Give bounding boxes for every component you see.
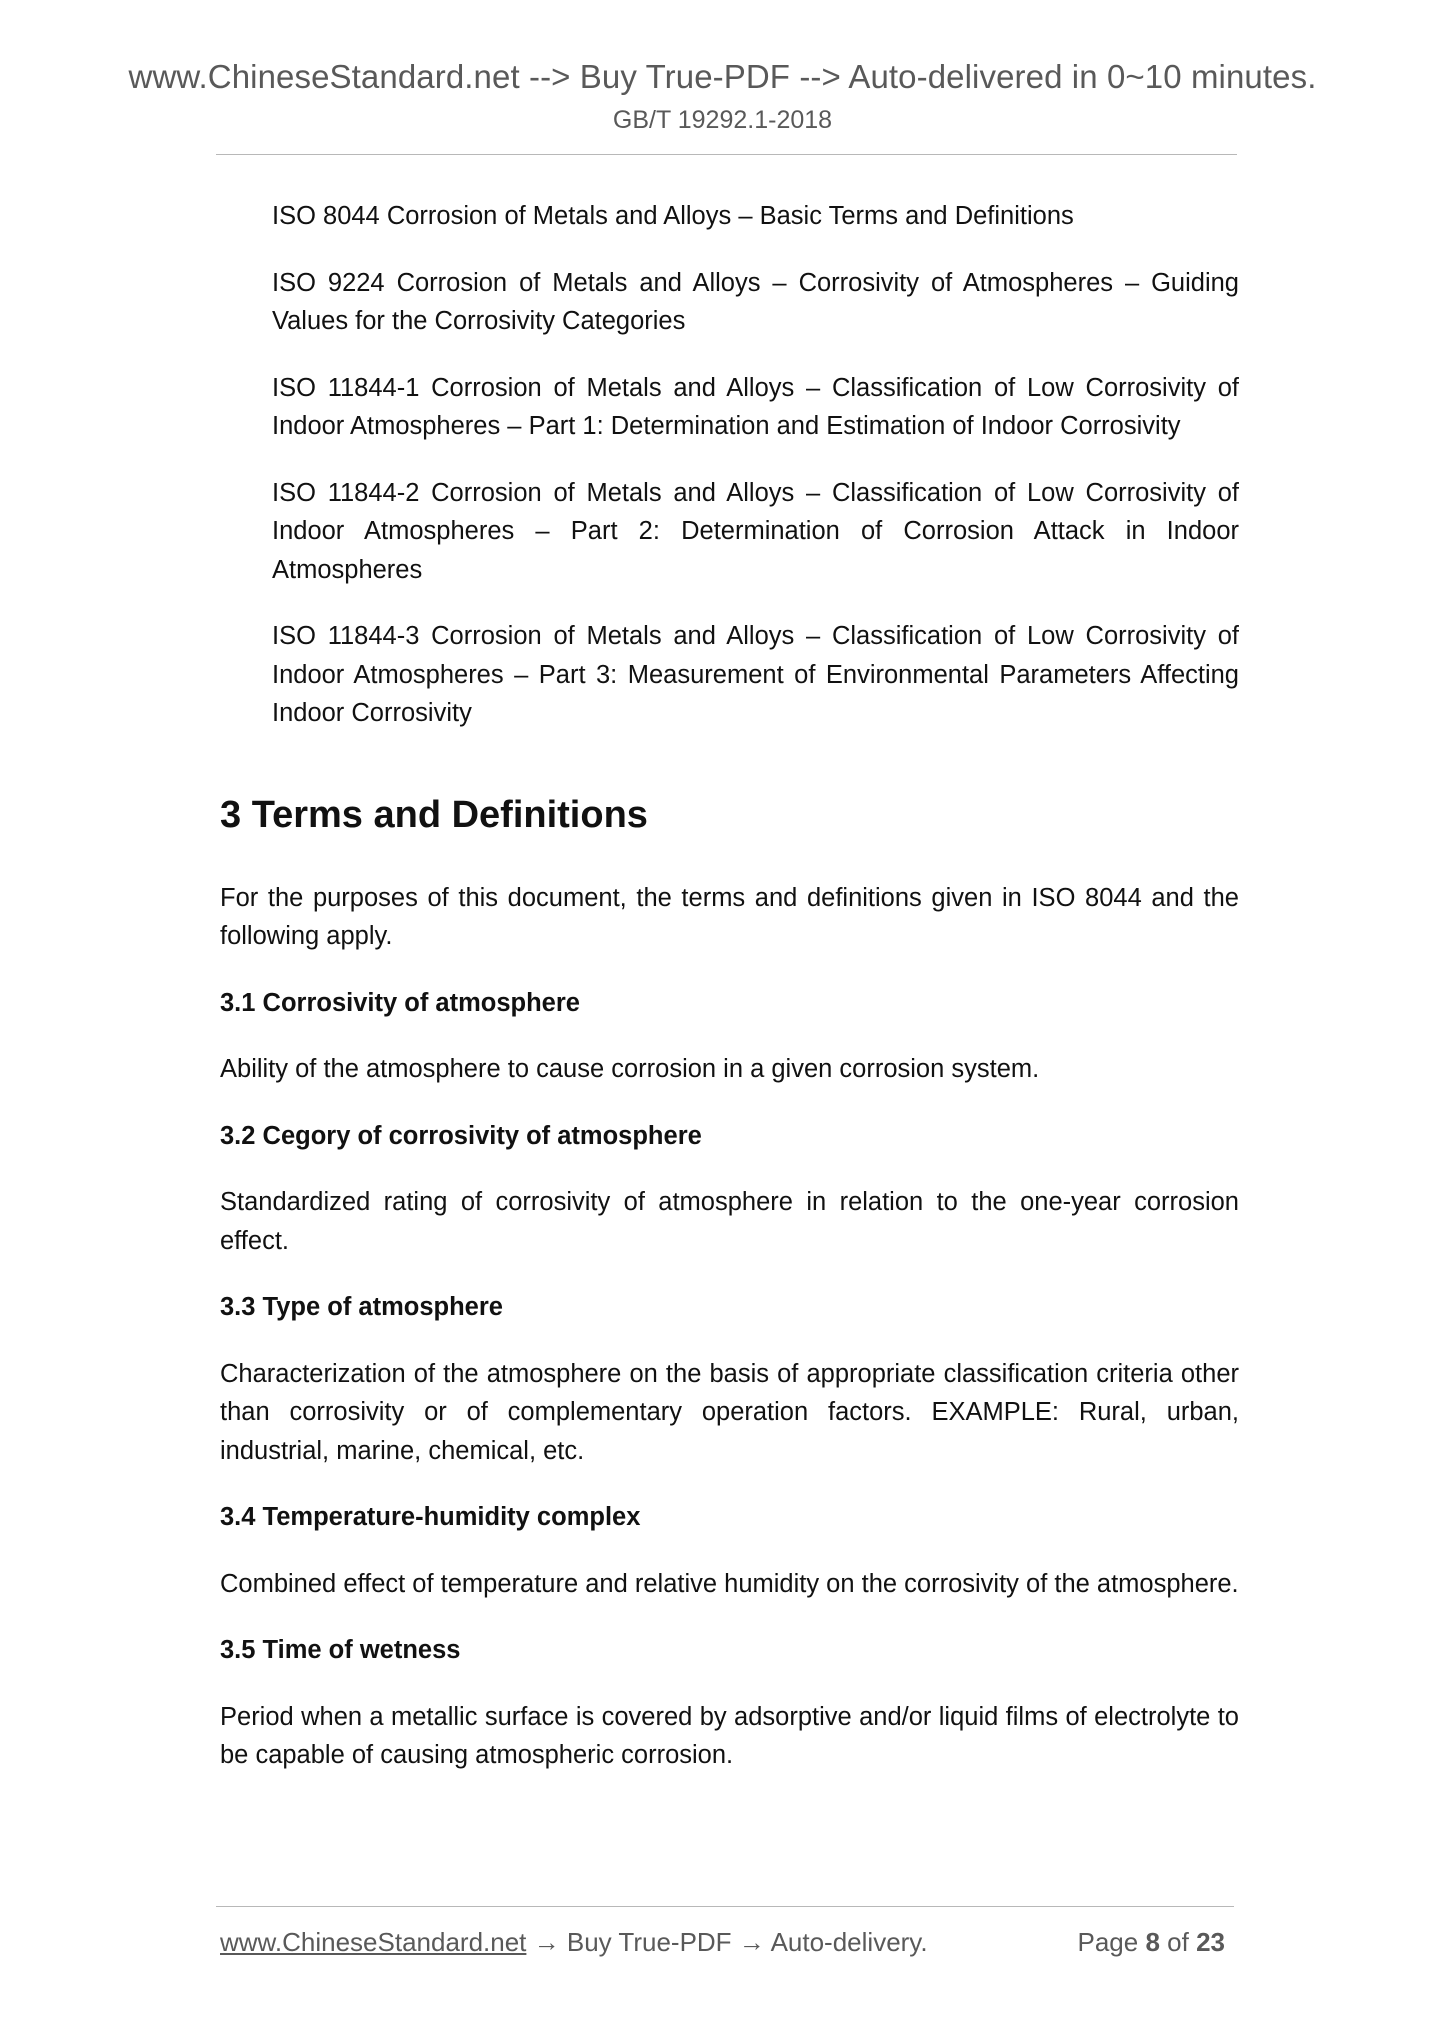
- term-definition-3-1: Ability of the atmosphere to cause corrosion in a given corrosion system.: [220, 1055, 1040, 1083]
- term-heading-3-1: 3.1 Corrosivity of atmosphere: [220, 988, 580, 1017]
- term-heading-3-4: 3.4 Temperature-humidity complex: [220, 1503, 641, 1531]
- term-definition-3-2: Standardized rating of corrosivity of atmosphere in relation to the one-year corrosion effect.: [220, 1188, 1239, 1255]
- standard-code: GB/T 19292.1-2018: [612, 106, 833, 134]
- footer-promo-text: → Buy True-PDF → Auto-delivery.: [526, 1927, 928, 1957]
- section-intro: For the purposes of this document, the terms and definitions given in ISO 8044 and the following apply.: [220, 883, 1239, 950]
- header-divider: [216, 154, 1237, 155]
- reference-iso-9224: ISO 9224 Corrosion of Metals and Alloys – Corrosivity of Atmospheres – Guiding Values for the Corrosivity Categories: [272, 268, 1239, 335]
- section-title: 3 Terms and Definitions: [220, 793, 648, 836]
- term-heading-3-2: 3.2 Cegory of corrosivity of atmosphere: [220, 1121, 702, 1150]
- page-indicator: [1077, 1927, 1225, 1958]
- term-definition-3-4: Combined effect of temperature and relative humidity on the corrosivity of the atmosphere.: [220, 1569, 1239, 1598]
- header-banner: www.ChineseStandard.net --> Buy True-PDF --> Auto-delivered in 0~10 minutes.: [128, 58, 1317, 95]
- document-body: [220, 197, 1239, 1775]
- page-total: 23: [1196, 1927, 1225, 1957]
- reference-iso-11844-2: ISO 11844-2 Corrosion of Metals and Alloys – Classification of Low Corrosivity of Indoor Atmospheres – Part 2: Determination of Corrosion Attack in Indoor Atmospheres: [272, 478, 1239, 584]
- reference-iso-11844-1: ISO 11844-1 Corrosion of Metals and Alloys – Classification of Low Corrosivity of Indoor Atmospheres – Part 1: Determination and Estimation of Indoor Corrosivity: [272, 373, 1239, 440]
- of-label: of: [1167, 1927, 1189, 1957]
- footer-promo: [220, 1927, 928, 1958]
- footer-site-link[interactable]: www.ChineseStandard.net: [220, 1927, 527, 1957]
- term-definition-3-5: Period when a metallic surface is covered by adsorptive and/or liquid films of electrolyte to be capable of causing atmospheric corrosion.: [220, 1702, 1239, 1769]
- page-current: 8: [1145, 1927, 1160, 1957]
- reference-iso-8044: ISO 8044 Corrosion of Metals and Alloys – Basic Terms and Definitions: [272, 202, 1074, 230]
- term-heading-3-3: 3.3 Type of atmosphere: [220, 1293, 503, 1321]
- term-definition-3-3: Characterization of the atmosphere on the basis of appropriate classification criteria other than corrosivity or of complementary operation factors. EXAMPLE: Rural, urban, industrial, marine, chemical, etc.: [220, 1359, 1239, 1465]
- footer-divider: [216, 1906, 1234, 1907]
- reference-iso-11844-3: ISO 11844-3 Corrosion of Metals and Alloys – Classification of Low Corrosivity of Indoor Atmospheres – Part 3: Measurement of Environmental Parameters Affecting Indoor Corrosivity: [272, 622, 1239, 727]
- page-label: Page: [1077, 1927, 1139, 1957]
- term-heading-3-5: 3.5 Time of wetness: [220, 1636, 461, 1664]
